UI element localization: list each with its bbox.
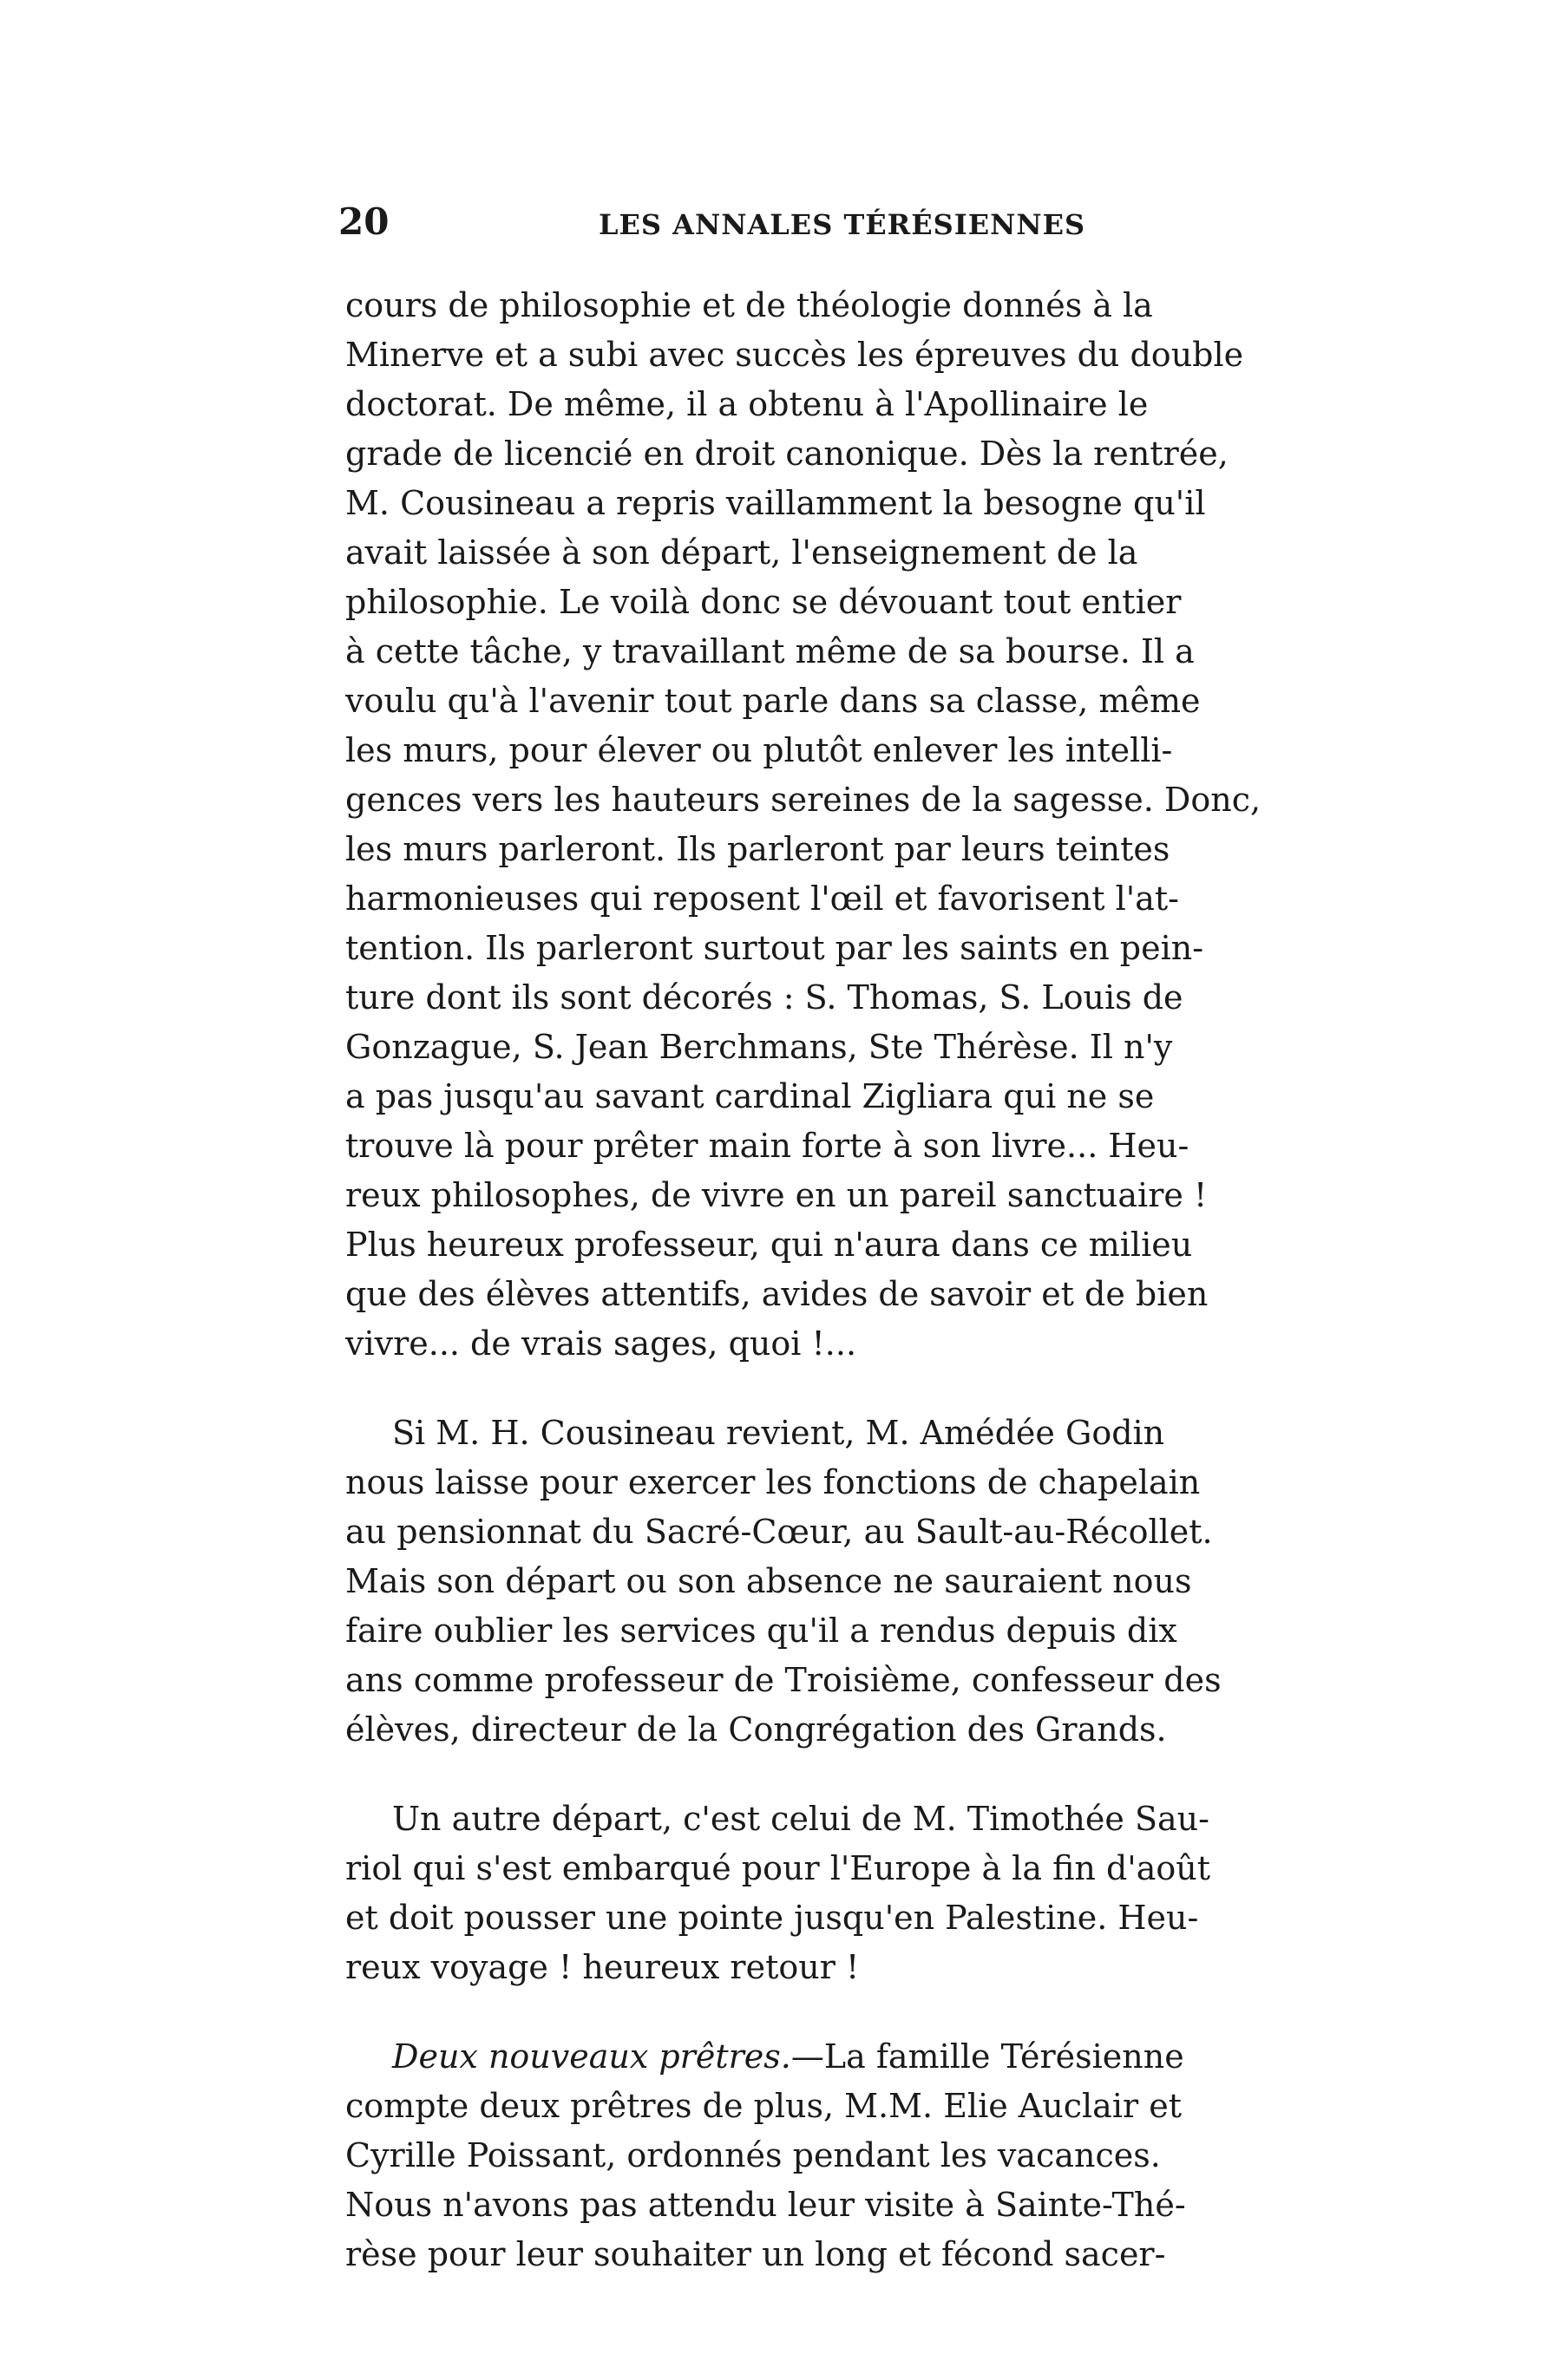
text-line: les murs parleront. Ils parleront par leurs teintes [345, 830, 1170, 868]
text-line: rèse pour leur souhaiter un long et fécond sacer- [345, 2235, 1166, 2273]
text-line: les murs, pour élever ou plutôt enlever les intelli- [345, 731, 1173, 769]
paragraph-gap [345, 1369, 1465, 1409]
text-line: tention. Ils parleront surtout par les saints en pein- [345, 929, 1204, 967]
text-line: trouve là pour prêter main forte à son livre... Heu- [345, 1127, 1189, 1165]
text-line: faire oublier les services qu'il a rendus depuis dix [345, 1612, 1177, 1650]
text-line: vivre... de vrais sages, quoi !... [345, 1324, 857, 1363]
text-line: a pas jusqu'au savant cardinal Zigliara qui ne se [345, 1077, 1155, 1115]
page-number: 20 [338, 200, 390, 243]
section-heading: Deux nouveaux prêtres. [392, 2037, 791, 2076]
text-line: compte deux prêtres de plus, M.M. Elie Auclair et [345, 2087, 1182, 2125]
journal-title: LES ANNALES TÉRÉSIENNES [599, 208, 1086, 241]
text-line: Mais son départ ou son absence ne sauraient nous [345, 1562, 1192, 1600]
text-line: riol qui s'est embarqué pour l'Europe à la fin d'août [345, 1849, 1211, 1887]
text-line: Cyrille Poissant, ordonnés pendant les vacances. [345, 2136, 1161, 2174]
paragraph-4 [345, 2032, 1465, 2279]
text-line: Si M. H. Cousineau revient, M. Amédée Godin [392, 1414, 1165, 1452]
text-line: philosophie. Le voilà donc se dévouant tout entier [345, 583, 1182, 621]
text-line: reux philosophes, de vivre en un pareil sanctuaire ! [345, 1176, 1208, 1214]
paragraph-2 [345, 1409, 1465, 1755]
running-header [338, 198, 1466, 250]
text-line: harmonieuses qui reposent l'œil et favorisent l'at- [345, 879, 1180, 918]
text-line: au pensionnat du Sacré-Cœur, au Sault-au-Récollet. [345, 1513, 1213, 1551]
text-line: Plus heureux professeur, qui n'aura dans ce milieu [345, 1226, 1193, 1264]
text-line: avait laissée à son départ, l'enseignement de la [345, 533, 1138, 572]
text-line: Un autre départ, c'est celui de M. Timothée Sau- [392, 1800, 1209, 1838]
text-line: ans comme professeur de Troisième, confesseur des [345, 1661, 1222, 1699]
text-span: —La famille Térésienne [790, 2037, 1184, 2076]
text-line: cours de philosophie et de théologie donnés à la [345, 286, 1153, 324]
body-text [345, 281, 1465, 2279]
text-line: élèves, directeur de la Congrégation des Grands. [345, 1710, 1167, 1749]
text-line [345, 2032, 1465, 2082]
text-line: M. Cousineau a repris vaillamment la besogne qu'il [345, 484, 1206, 522]
paragraph-1 [345, 281, 1465, 1369]
text-line: grade de licencié en droit canonique. Dès la rentrée, [345, 435, 1229, 473]
text-line: doctorat. De même, il a obtenu à l'Apollinaire le [345, 385, 1149, 423]
text-line: Gonzague, S. Jean Berchmans, Ste Thérèse. Il n'y [345, 1028, 1173, 1066]
paragraph-gap [345, 1755, 1465, 1795]
paragraph-3 [345, 1795, 1465, 1992]
text-line: à cette tâche, y travaillant même de sa bourse. Il a [345, 632, 1195, 670]
text-line: et doit pousser une pointe jusqu'en Palestine. Heu- [345, 1899, 1199, 1937]
text-line: ture dont ils sont décorés : S. Thomas, S. Louis de [345, 978, 1183, 1017]
text-line: voulu qu'à l'avenir tout parle dans sa classe, même [345, 682, 1201, 720]
text-line: gences vers les hauteurs sereines de la sagesse. Donc, [345, 781, 1261, 819]
text-line: Minerve et a subi avec succès les épreuves du double [345, 336, 1244, 374]
text-line: reux voyage ! heureux retour ! [345, 1948, 860, 1986]
text-line: que des élèves attentifs, avides de savoir et de bien [345, 1275, 1209, 1313]
text-line: Nous n'avons pas attendu leur visite à Sainte-Thé- [345, 2186, 1186, 2224]
paragraph-gap [345, 1992, 1465, 2032]
text-line: nous laisse pour exercer les fonctions de chapelain [345, 1463, 1201, 1501]
